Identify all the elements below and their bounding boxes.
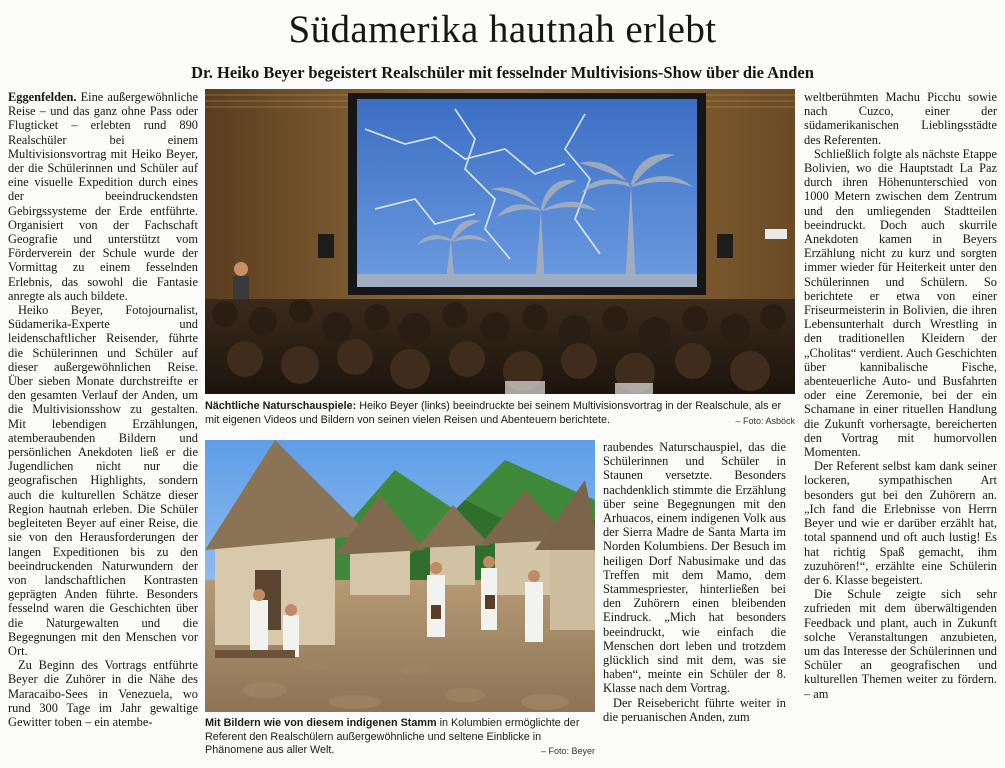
caption-text: in Kolumbien ermöglichte der Referent den Realschülern außergewöhnliche und seltene Einblicke in Phänomene aus aller Welt. — [205, 717, 580, 757]
paragraph: weltberühmten Machu Picchu sowie nach Cuzco, einer der südamerikanischen Lieblingsstädte des Referenten. — [804, 90, 997, 147]
paragraph-text: Eine außergewöhnliche Reise – und das ganz ohne Pass oder Flugticket – erlebten rund 890 Realschüler bei einem Multivisionsvortrag mit Heiko Beyer, der die Schülerinnen und Schüler auf eine visuelle Expedition durch eines der beeindruckendsten Gebirgssysteme der Erde entführte. Organisiert von der Fachschaft Geografie und unterstützt vom Förderverein der Schule wurde der Vormittag zu einem fesselnden Erlebnis, das sowohl die Fantasie anregte als auch bildete. — [8, 90, 198, 303]
photo-credit: – Foto: Asböck — [735, 415, 795, 426]
caption-text: Heiko Beyer (links) beeindruckte bei seinem Multivisionsvortrag in der Realschule, als er mit eigenen Videos und Bildern von seinen vielen Reisen und Abenteuern berichtete. — [205, 400, 782, 426]
subheadline: Dr. Heiko Beyer begeistert Realschüler mit fesselnder Multivisions-Show über die Anden — [191, 63, 814, 82]
paragraph: raubendes Naturschauspiel, das die Schülerinnen und Schüler in Staunen versetzte. Besonders nachdenklich stimmte die Erzählung über seine Begegnungen mit den Arhuacos, einem indigenen Volk aus der Sierra Madre de Santa Marta im Norden Kolumbiens. Der Besuch im heiligen Dorf Nabusimake und das Treffen mit dem Mamo, dem Stammespriester, hinterließen bei den Zuhörern einen bleibenden Eindruck. „Mich hat besonders beeindruckt, wie einfach die Menschen dort leben und trotzdem glücklich sind mit dem, was sie haben“, meinte ein Schüler der 8. Klasse nach dem Vortrag. — [603, 440, 786, 696]
paragraph: Der Reisebericht führte weiter in die peruanischen Anden, zum — [603, 695, 786, 724]
article-column-1 — [8, 90, 198, 766]
headline: Südamerika hautnah erlebt — [288, 8, 717, 51]
paragraph: Die Schule zeigte sich sehr zufrieden mit dem überwältigenden Feedback und plant, auch in Zukunft solche Veranstaltungen anzubieten, um das Interesse der Schülerinnen und Schüler an geografischen und kulturellen Themen weiter zu fördern. – am — [804, 587, 997, 701]
article-column-4 — [804, 90, 997, 766]
paragraph: Zu Beginn des Vortrags entführte Beyer die Zuhörer in die Nähe des Maracaibo-Sees in Venezuela, wo rund 300 Tage im Jahr gewaltige Gewitter toben – ein atembe- — [8, 658, 198, 729]
indigenous-village-photo — [205, 440, 595, 712]
paragraph: Der Referent selbst kam dank seiner lockeren, sympathischen Art besonders gut bei den Zuhörern an. „Ich fand die Erlebnisse von Herrn Beyer und wie er darüber erzählt hat, total spannend und oft auch lustig! Es hat richtig Spaß gemacht, ihm zuzuhören!“, erzählte eine Schülerin der 6. Klasse begeistert. — [804, 459, 997, 587]
photo-caption-2 — [205, 717, 595, 759]
caption-lead: Mit Bildern wie von diesem indigenen Stamm — [205, 717, 437, 729]
dateline: Eggenfelden. — [8, 90, 77, 104]
lecture-hall-photo — [205, 89, 795, 394]
paragraph: Heiko Beyer, Fotojournalist, Südamerika-Experte und leidenschaftlicher Reisender, führte die Schülerinnen und Schüler auf dieser außergewöhnlichen Reise. Über sieben Monate durchstreifte er den gesamten Verlauf der Anden, um die Multivisionsshow zu gestalten. Mit lebendigen Erzählungen, atemberaubenden Bildern und persönlichen Anekdoten ließ er die Jugendlichen nicht nur die geografischen Highlights, sondern auch die kulturellen Schätze dieser Region hautnah erleben. Die Schüler begleiteten Beyer auf einer Reise, die sie von den Herausforderungen der langen Expeditionen bis zu den beeindruckenden Naturwundern der von landschaftlichen Kontrasten geprägten Anden führte. Besonders fesselnd waren die Geschichten über die Naturgewalten und die Begegnungen mit den Menschen vor Ort. — [8, 303, 198, 658]
paragraph: Schließlich folgte als nächste Etappe Bolivien, wo die Hauptstadt La Paz durch ihren Höhenunterschied von 1000 Metern zwischen dem Zentrum und den umliegenden Stadtteilen beeindruckt. Doch auch skurrile Anekdoten kamen in Beyers Erzählung nicht zu kurz und sorgten immer wieder für Heiterkeit unter den Schülerinnen und Schülern. So berichtete er etwa von einer Friseurmeisterin in Bolivien, die ihren Lebensunterhalt durch Wrestling in den traditionellen Kleidern der „Cholitas“ verdient. Auch Geschichten über kannibalische Fische, abenteuerliche Auto- und Busfahrten oder eine Zeremonie, bei der ein Schamane in einer rituellen Handlung die Zukunft vorhersagte, bereicherten den Vortrag mit humorvollen Momenten. — [804, 146, 997, 460]
article-column-3 — [603, 440, 786, 766]
paragraph — [8, 90, 198, 303]
caption-lead: Nächtliche Naturschauspiele: — [205, 400, 357, 412]
lecture-hall-illustration — [205, 89, 795, 394]
photo-caption-1 — [205, 400, 795, 428]
village-illustration — [205, 440, 595, 712]
photo-credit: – Foto: Beyer — [540, 746, 595, 757]
